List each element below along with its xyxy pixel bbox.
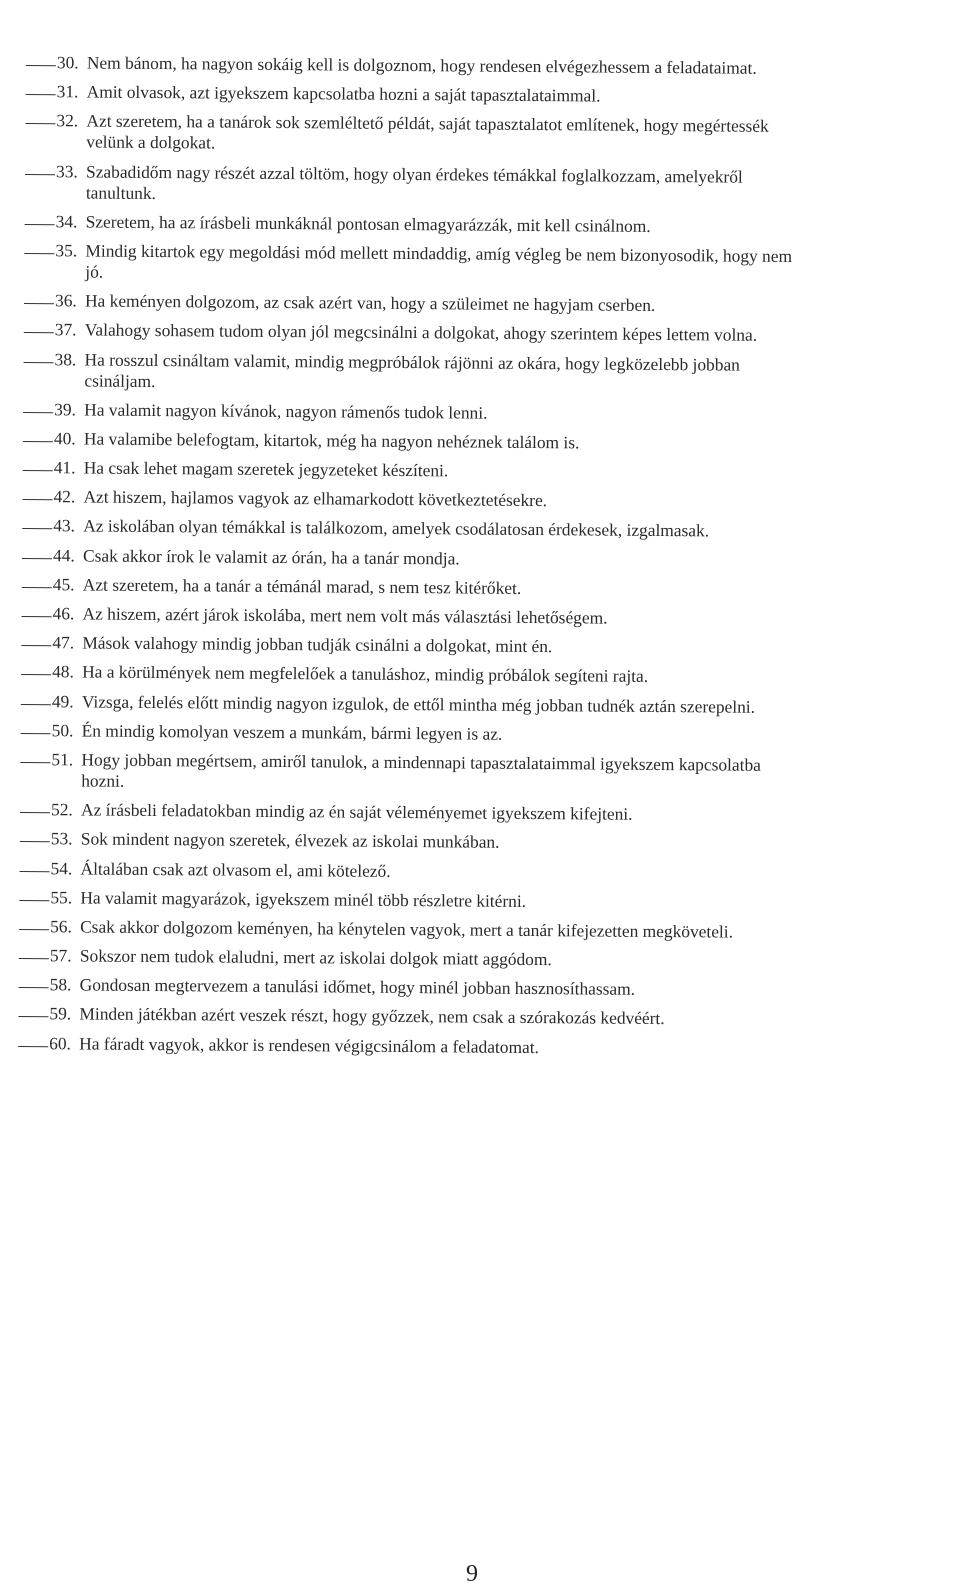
item-text: Ha rosszul csináltam valamit, mindig megpróbálok rájönni az okára, hogy legközelebb jobban csináljam. xyxy=(84,348,740,391)
questionnaire-item xyxy=(18,1003,808,1030)
questionnaire-item xyxy=(20,799,810,826)
answer-blank[interactable] xyxy=(22,545,52,559)
questionnaire-item xyxy=(22,603,812,630)
answer-blank[interactable] xyxy=(22,574,52,588)
page-number: 9 xyxy=(466,1561,478,1587)
questionnaire-item xyxy=(24,240,814,288)
questionnaire-list xyxy=(18,52,816,1068)
answer-blank[interactable] xyxy=(25,161,55,175)
item-text: Mindig kitartok egy megoldási mód mellett mindaddig, amíg végleg be nem bizonyosodik, hogy nem jó. xyxy=(85,240,793,282)
item-number: 32. xyxy=(56,110,79,131)
item-text: Az írásbeli feladatokban mindig az én saját véleményemet igyekszem kifejteni. xyxy=(80,799,633,824)
item-text: Sokszor nem tudok elaludni, mert az iskolai dolgok miatt aggódom. xyxy=(79,945,552,970)
item-text: Gondosan megtervezem a tanulási időmet, hogy minél jobban hasznosíthassam. xyxy=(79,974,636,1000)
item-number: 35. xyxy=(55,240,78,261)
item-number: 53. xyxy=(50,828,73,849)
item-text: Az hiszem, azért járok iskolába, mert nem volt más választási lehetőségem. xyxy=(82,603,608,628)
item-number: 34. xyxy=(55,210,78,232)
item-number: 33. xyxy=(55,160,78,181)
item-text: Valahogy sohasem tudom olyan jól megcsinálni a dolgokat, ahogy szerintem képes lettem volna. xyxy=(84,319,758,346)
item-text: Az iskolában olyan témákkal is találkozom, amelyek csodálatosan érdekesek, izgalmasak. xyxy=(83,515,710,541)
questionnaire-item xyxy=(26,52,816,79)
questionnaire-item xyxy=(21,632,811,659)
item-number: 37. xyxy=(54,319,77,340)
answer-blank[interactable] xyxy=(26,81,56,95)
answer-blank[interactable] xyxy=(24,348,54,362)
item-text: Azt szeretem, ha a tanár a témánál marad, s nem tesz kitérőket. xyxy=(82,574,522,598)
answer-blank[interactable] xyxy=(25,211,55,225)
answer-blank[interactable] xyxy=(19,916,49,930)
item-text: Azt hiszem, hajlamos vagyok az elhamarkodott következtetésekre. xyxy=(83,486,548,511)
questionnaire-item xyxy=(23,348,813,396)
item-text: Ha keményen dolgozom, az csak azért van, hogy a szüleimet ne hagyjam cserben. xyxy=(84,290,656,316)
answer-blank[interactable] xyxy=(22,603,52,617)
questionnaire-item xyxy=(25,110,815,158)
item-number: 55. xyxy=(50,886,73,908)
item-number: 56. xyxy=(50,916,72,937)
questionnaire-item xyxy=(25,211,815,238)
answer-blank[interactable] xyxy=(18,1003,48,1017)
item-number: 45. xyxy=(52,574,75,595)
questionnaire-item xyxy=(20,857,810,884)
answer-blank[interactable] xyxy=(19,887,49,901)
item-text: Nem bánom, ha nagyon sokáig kell is dolgoznom, hogy rendesen elvégezhessem a feladataimat. xyxy=(86,52,757,78)
answer-blank[interactable] xyxy=(24,240,54,254)
questionnaire-item xyxy=(19,945,809,972)
questionnaire-item xyxy=(23,457,813,484)
questionnaire-item xyxy=(24,290,814,317)
answer-blank[interactable] xyxy=(24,319,54,333)
questionnaire-item xyxy=(22,486,812,513)
item-number: 49. xyxy=(51,690,74,711)
item-number: 41. xyxy=(53,457,76,478)
item-text: Én mindig komolyan veszem a munkám, bármi legyen is az. xyxy=(81,720,503,744)
questionnaire-item xyxy=(18,1033,808,1060)
item-number: 51. xyxy=(51,749,74,770)
item-text: Ha fáradt vagyok, akkor is rendesen végigcsinálom a feladatomat. xyxy=(79,1033,540,1057)
item-text: Vizsga, felelés előtt mindig nagyon izgulok, de ettől mintha még jobban tudnék aztán szerepelni. xyxy=(81,691,756,717)
questionnaire-item xyxy=(22,574,812,601)
questionnaire-item xyxy=(23,399,813,426)
answer-blank[interactable] xyxy=(26,52,56,66)
item-text: Szeretem, ha az írásbeli munkáknál pontosan elmagyarázzák, mit kell csinálnom. xyxy=(85,211,651,236)
item-number: 30. xyxy=(56,52,79,73)
item-text: Ha a körülmények nem megfelelőek a tanuláshoz, mindig próbálok segíteni rajta. xyxy=(82,661,649,687)
questionnaire-item xyxy=(21,720,811,747)
item-text: Csak akkor írok le valamit az órán, ha a tanár mondja. xyxy=(82,545,460,569)
item-number: 52. xyxy=(50,799,73,820)
answer-blank[interactable] xyxy=(21,632,51,646)
answer-blank[interactable] xyxy=(21,720,51,734)
questionnaire-item xyxy=(19,887,809,914)
item-number: 38. xyxy=(54,348,77,369)
item-text: Csak akkor dolgozom keményen, ha kénytelen vagyok, mert a tanár kifejezetten megköveteli. xyxy=(80,916,734,942)
answer-blank[interactable] xyxy=(24,290,54,304)
answer-blank[interactable] xyxy=(20,799,50,813)
answer-blank[interactable] xyxy=(22,486,52,500)
questionnaire-item xyxy=(26,81,816,108)
item-text: Minden játékban azért veszek részt, hogy győzzek, nem csak a szórakozás kedvéért. xyxy=(79,1003,665,1029)
questionnaire-item xyxy=(19,974,809,1001)
item-text: Hogy jobban megértsem, amiről tanulok, a mindennapi tapasztalataimmal igyekszem kapcsolatba hozni. xyxy=(81,749,761,791)
item-number: 43. xyxy=(53,515,76,536)
questionnaire-item xyxy=(23,428,813,455)
answer-blank[interactable] xyxy=(25,110,55,124)
item-number: 57. xyxy=(49,945,72,966)
answer-blank[interactable] xyxy=(19,974,49,988)
answer-blank[interactable] xyxy=(23,428,53,442)
item-number: 40. xyxy=(53,428,76,449)
answer-blank[interactable] xyxy=(23,457,53,471)
item-number: 58. xyxy=(49,974,72,995)
item-text: Általában csak azt olvasom el, ami kötelező. xyxy=(80,857,391,881)
answer-blank[interactable] xyxy=(22,515,52,529)
item-number: 42. xyxy=(53,486,76,507)
item-number: 31. xyxy=(56,81,79,102)
answer-blank[interactable] xyxy=(18,1033,48,1047)
item-number: 46. xyxy=(52,603,75,624)
questionnaire-item xyxy=(21,691,811,718)
item-text: Mások valahogy mindig jobban tudják csinálni a dolgokat, mint én. xyxy=(82,632,553,657)
item-number: 44. xyxy=(52,544,75,566)
item-number: 48. xyxy=(52,661,74,682)
answer-blank[interactable] xyxy=(20,828,50,842)
item-number: 59. xyxy=(49,1003,72,1024)
questionnaire-item xyxy=(19,916,809,943)
item-text: Sok mindent nagyon szeretek, élvezek az iskolai munkában. xyxy=(80,828,500,853)
item-number: 60. xyxy=(49,1032,72,1054)
answer-blank[interactable] xyxy=(20,749,50,763)
questionnaire-item xyxy=(22,545,812,572)
item-number: 50. xyxy=(51,719,74,741)
answer-blank[interactable] xyxy=(19,945,49,959)
item-text: Azt szeretem, ha a tanárok sok szemléltető példát, saját tapasztalatot említenek, hogy megértessék velünk a dolgokat. xyxy=(86,110,769,153)
item-number: 39. xyxy=(54,398,77,420)
item-text: Ha valamibe belefogtam, kitartok, még ha nagyon nehéznek találom is. xyxy=(83,428,580,453)
item-text: Ha csak lehet magam szeretek jegyzeteket készíteni. xyxy=(83,457,449,481)
questionnaire-item xyxy=(20,828,810,855)
questionnaire-item xyxy=(25,161,815,209)
answer-blank[interactable] xyxy=(20,857,50,871)
answer-blank[interactable] xyxy=(23,399,53,413)
item-text: Amit olvasok, azt igyekszem kapcsolatba hozni a saját tapasztalataimmal. xyxy=(86,81,601,106)
item-number: 47. xyxy=(52,632,75,653)
questionnaire-item xyxy=(21,661,811,688)
questionnaire-item xyxy=(24,319,814,346)
questionnaire-item xyxy=(22,515,812,542)
item-text: Ha valamit magyarázok, igyekszem minél több részletre kitérni. xyxy=(80,887,527,911)
item-number: 54. xyxy=(50,857,73,878)
item-text: Ha valamit nagyon kívánok, nagyon rámenős tudok lenni. xyxy=(84,399,488,423)
questionnaire-item xyxy=(20,749,810,797)
answer-blank[interactable] xyxy=(21,691,51,705)
item-text: Szabadidőm nagy részét azzal töltöm, hogy olyan érdekes témákkal foglalkozzam, amelyekről tanultunk. xyxy=(85,161,743,203)
item-number: 36. xyxy=(54,290,77,311)
answer-blank[interactable] xyxy=(21,661,51,675)
